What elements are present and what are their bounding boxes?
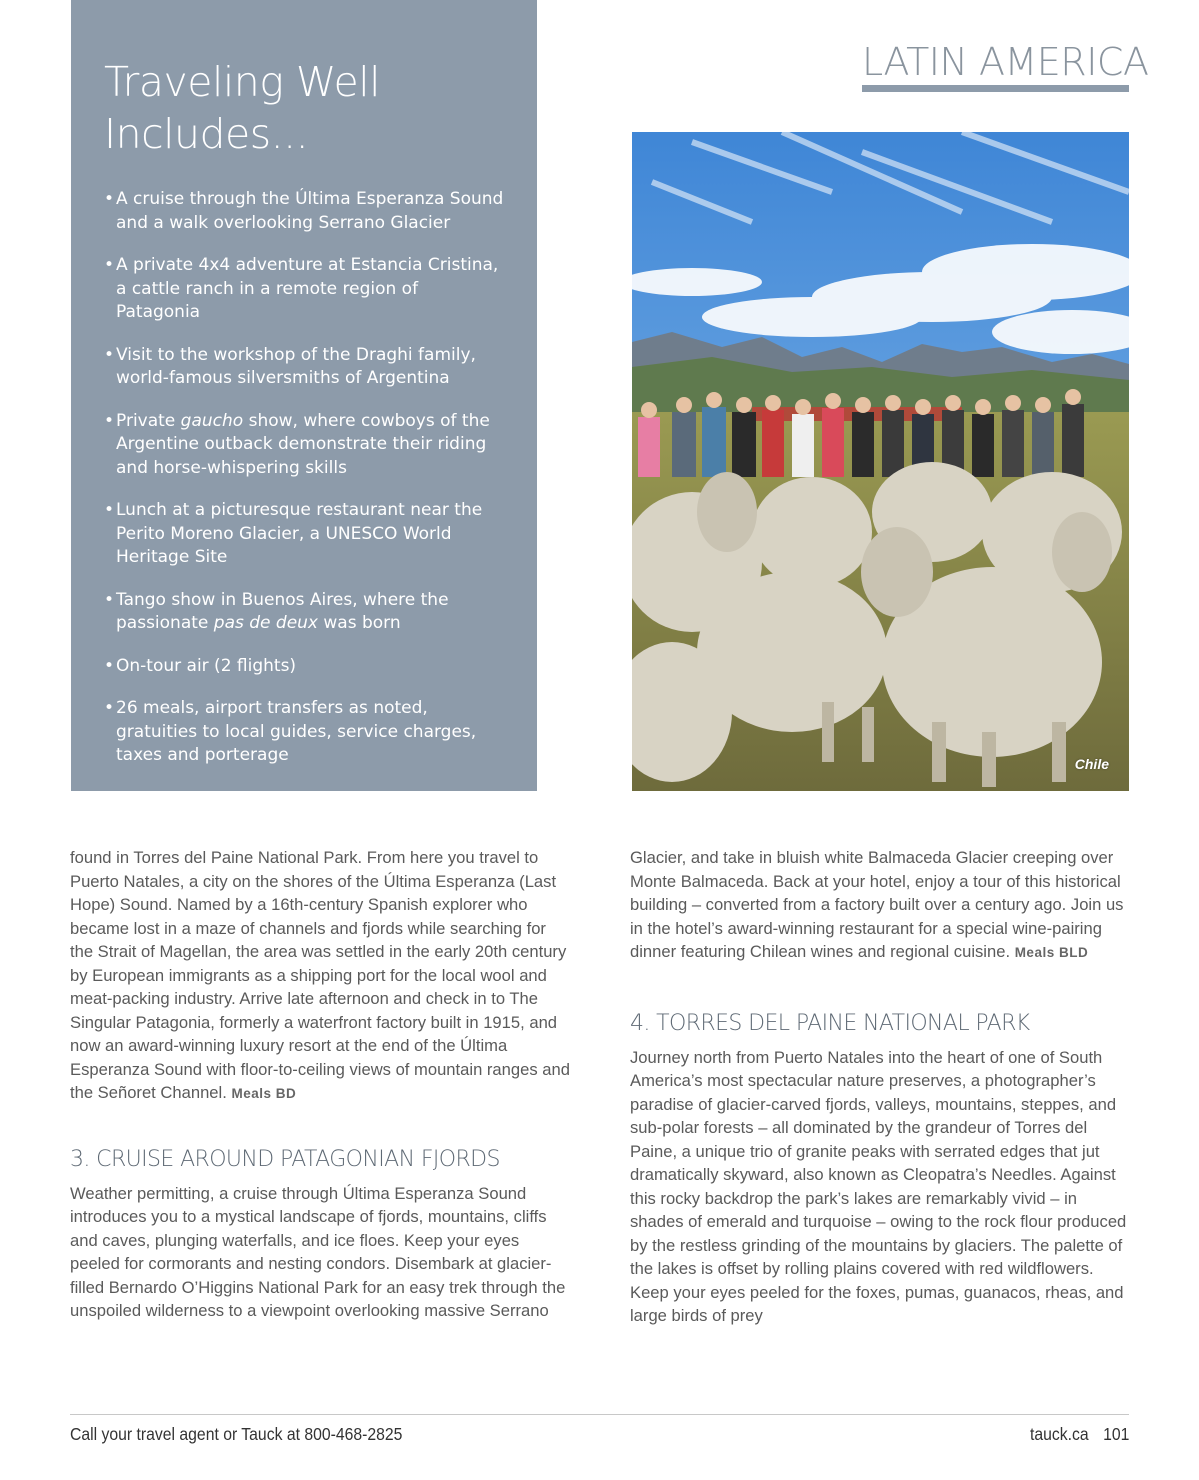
right-column xyxy=(630,846,1130,1328)
meals-label: Meals BD xyxy=(231,1086,297,1101)
page-number: 101 xyxy=(1102,1424,1129,1444)
includes-item: • Lunch at a picturesque restaurant near the Perito Moreno Glacier, a UNESCO World Heritage Site xyxy=(104,499,507,570)
continuation-paragraph: Glacier, and take in bluish white Balmaceda Glacier creeping over Monte Balmaceda. Back at your hotel, enjoy a tour of this historical building – converted from a factory built over a century ago. Join us in the hotel’s award-winning restaurant for a special wine-pairing dinner featuring Chilean wines and regional cuisine. Meals BLD xyxy=(630,848,1124,961)
sheep-photo-illustration xyxy=(632,132,1129,791)
includes-item: • A private 4x4 adventure at Estancia Cristina, a cattle ranch in a remote region of Patagonia xyxy=(104,254,507,325)
includes-title-line2: Includes... xyxy=(104,110,309,158)
footer-site: tauck.ca xyxy=(1029,1424,1089,1444)
sheep-photo xyxy=(632,132,1129,791)
section3-paragraph: Weather permitting, a cruise through Última Esperanza Sound introduces you to a mystical landscape of fjords, mountains, cliffs and caves, plunging waterfalls, and ice floes. Keep your eyes peeled for cormorants and nesting condors. Disembark at glacier-filled Bernardo O’Higgins National Park for an easy trek through the unspoiled wilderness to a viewpoint overlooking massive Serrano xyxy=(70,1183,566,1320)
meals-label: Meals BLD xyxy=(1014,945,1089,960)
region-title: LATIN AMERICA xyxy=(862,40,1149,84)
region-header xyxy=(862,40,1149,92)
left-column xyxy=(70,846,570,1323)
includes-item: • 26 meals, airport transfers as noted, gratuities to local guides, service charges, taxes and porterage xyxy=(104,697,507,768)
section4-paragraph: Journey north from Puerto Natales into the heart of one of South America’s most spectacular nature preserves, a photographer’s paradise of glacier-carved fjords, valleys, mountains, steppes, and sub-polar forests – all dominated by the grandeur of Torres del Paine, a unique trio of granite peaks with serrated edges that jut dramatically skyward, also known as Cleopatra’s Needles. Against this rocky backdrop the park’s lakes are remarkably vivid – in shades of emerald and turquoise – owing to the rock flour produced by the restless grinding of the mountains by glaciers. The palette of the lakes is offset by rolling plains covered with red wildflowers. Keep your eyes peeled for the foxes, pumas, guanacos, rheas, and large birds of prey xyxy=(630,1047,1127,1325)
section3-heading: 3. CRUISE AROUND PATAGONIAN FJORDS xyxy=(70,1146,500,1172)
intro-paragraph: found in Torres del Paine National Park. From here you travel to Puerto Natales, a city on the shores of the Última Esperanza (Last Hope) Sound. Named by a 16th-century Spanish explorer who became lost in a maze of channels and fjords while searching for the Strait of Magellan, the area was settled in the early 20th century by European immigrants as a shipping port for the local wool and meat-packing industry. Arrive late afternoon and check in to The Singular Patagonia, formerly a waterfront factory built in 1915, and now an award-winning luxury resort at the end of the Última Esperanza Sound with floor-to-ceiling views of mountain ranges and the Señoret Channel. Meals BD xyxy=(70,848,570,1102)
includes-title xyxy=(104,56,507,160)
includes-box xyxy=(71,0,537,791)
includes-item: • On-tour air (2 flights) xyxy=(104,655,507,679)
includes-item: • Private gaucho show, where cowboys of the Argentine outback demonstrate their riding and horse-whispering skills xyxy=(104,410,507,481)
footer-right xyxy=(1030,1424,1129,1445)
section4-heading: 4. TORRES DEL PAINE NATIONAL PARK xyxy=(630,1010,1030,1036)
includes-item: • Visit to the workshop of the Draghi family, world-famous silversmiths of Argentina xyxy=(104,344,507,391)
region-rule xyxy=(862,85,1129,92)
includes-item: • Tango show in Buenos Aires, where the passionate pas de deux was born xyxy=(104,589,507,636)
footer-rule xyxy=(70,1414,1129,1415)
includes-title-line1: Traveling Well xyxy=(104,58,381,106)
includes-item: • A cruise through the Última Esperanza Sound and a walk overlooking Serrano Glacier xyxy=(104,188,507,235)
includes-list xyxy=(104,188,507,768)
footer-contact: Call your travel agent or Tauck at 800-468-2825 xyxy=(70,1424,403,1444)
photo-caption: Chile xyxy=(1074,756,1109,772)
